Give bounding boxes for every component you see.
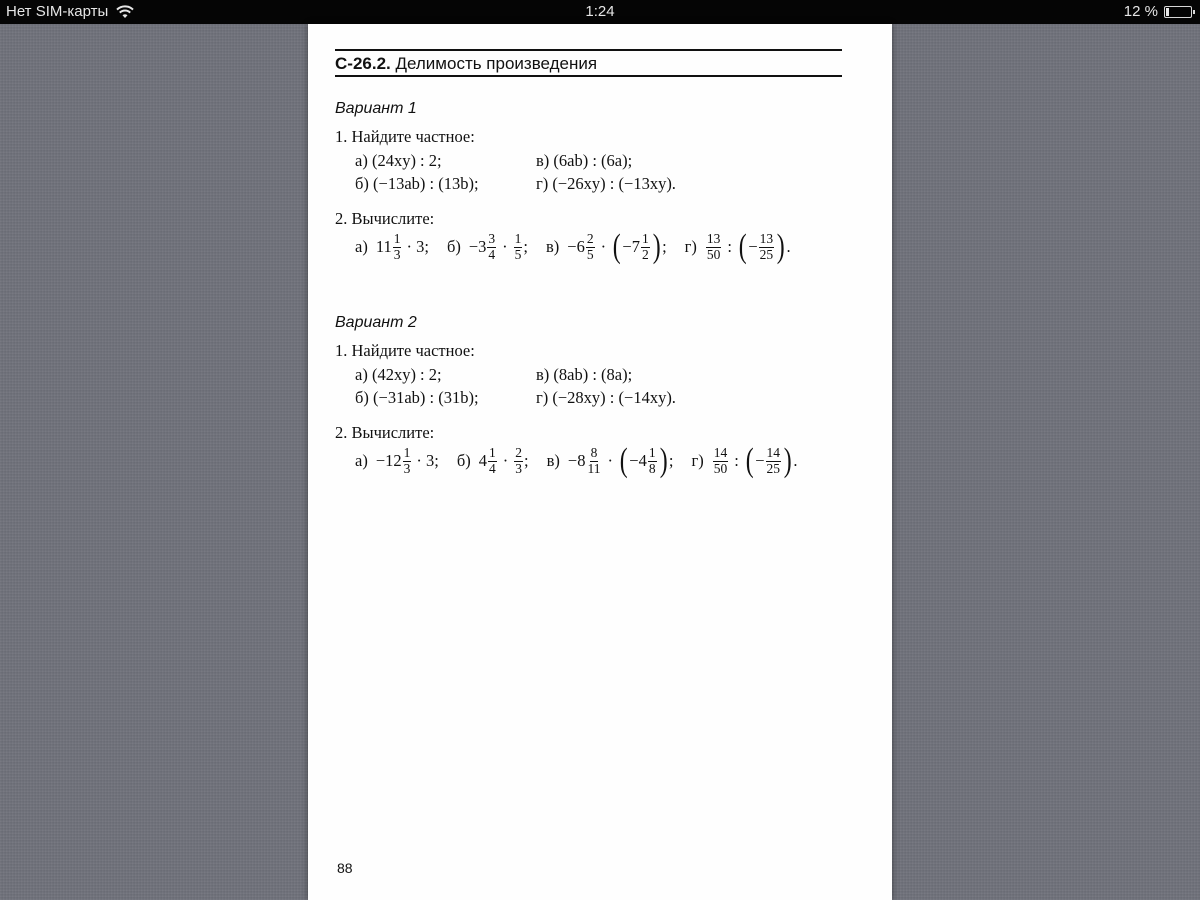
v2-ex-a-frac <box>403 446 412 475</box>
v1-ex-a-num: 1 <box>393 231 401 247</box>
v2-ex-b-frac <box>488 446 497 475</box>
variant-1-task-1-item-a: а) (24xy) : 2; <box>355 151 442 170</box>
v2-ex-b <box>457 446 529 475</box>
v1-ex-v-semicolon: ; <box>662 237 667 256</box>
v1-ex-v <box>546 230 667 264</box>
battery-status <box>1124 3 1192 20</box>
v1-ex-v-frac <box>586 232 595 261</box>
variant-1-task-1-item-g: г) (−26xy) : (−13xy). <box>536 174 676 193</box>
v1-ex-b-num2: 1 <box>514 231 522 247</box>
page-number: 88 <box>337 860 353 876</box>
v1-ex-v-inner-den: 2 <box>641 246 649 262</box>
v2-ex-a-tail: · 3; <box>416 451 439 470</box>
variant-1-task-2-row <box>355 230 809 264</box>
v2-ex-g-colon: : <box>734 451 739 470</box>
v1-ex-v-lparen: ( <box>612 228 621 265</box>
variant-2-task-2-title: 2. Вычислите: <box>335 423 435 442</box>
v1-ex-v-inner-num: 1 <box>641 231 649 247</box>
v2-ex-g-period: . <box>793 451 798 470</box>
battery-percent: 12 % <box>1123 3 1158 20</box>
header-rule-top <box>335 49 842 51</box>
v1-ex-b <box>447 232 528 261</box>
v1-ex-g-inner-num: 13 <box>759 231 774 247</box>
variant-2-task-1-item-v: в) (8ab) : (8a); <box>536 365 633 384</box>
v2-ex-v-lparen: ( <box>619 442 628 479</box>
v2-ex-v-rparen: ) <box>659 442 668 479</box>
v2-ex-b-den: 4 <box>489 460 496 476</box>
v2-ex-g <box>692 444 798 478</box>
v1-ex-g-den: 50 <box>706 246 721 262</box>
v2-ex-v-inner-frac <box>648 446 657 475</box>
variant-2-task-1-title: 1. Найдите частное: <box>335 341 475 360</box>
v2-ex-g-rparen: ) <box>783 442 792 479</box>
v1-ex-a-den: 3 <box>393 246 401 262</box>
header-rule-bottom <box>335 75 842 77</box>
clock: 1:24 <box>585 3 615 20</box>
v2-ex-v-whole: −8 <box>567 451 586 470</box>
v2-ex-g-frac <box>713 446 729 475</box>
v2-ex-v-label: в) <box>546 451 560 470</box>
v1-ex-v-num: 2 <box>586 231 594 247</box>
v2-ex-b-label: б) <box>456 451 471 470</box>
v1-ex-a-frac <box>393 232 402 261</box>
v2-ex-v <box>547 444 674 478</box>
v1-ex-v-label: в) <box>545 237 560 256</box>
v1-ex-v-rparen: ) <box>652 228 661 265</box>
v1-ex-b-whole: −3 <box>468 237 487 256</box>
variant-2-task-1-item-g: г) (−28xy) : (−14xy). <box>536 388 676 407</box>
v1-ex-g-label: г) <box>684 237 697 256</box>
v2-ex-v-inner-den: 8 <box>648 460 656 476</box>
v2-ex-b-dot: · <box>502 451 509 470</box>
v2-ex-b-num: 1 <box>489 445 496 461</box>
v2-ex-g-label: г) <box>691 451 704 470</box>
status-bar <box>0 0 1200 24</box>
variant-1-task-1-title: 1. Найдите частное: <box>335 127 475 146</box>
v2-ex-g-num: 14 <box>713 445 728 461</box>
v1-ex-b-semicolon: ; <box>523 237 528 256</box>
section-code: С-26.2. <box>335 54 391 73</box>
variant-2-task-1-item-b: б) (−31ab) : (31b); <box>355 388 479 407</box>
v2-ex-a-den: 3 <box>403 460 411 476</box>
v2-ex-g-inner-num: 14 <box>766 445 781 461</box>
v1-ex-a-tail: · 3; <box>406 237 429 256</box>
v1-ex-v-inner-whole: −7 <box>622 237 640 256</box>
v1-ex-b-label: б) <box>446 237 461 256</box>
section-title <box>335 54 597 74</box>
variant-2-title: Вариант 2 <box>335 314 417 331</box>
v2-ex-b-whole: 4 <box>478 451 487 470</box>
v1-ex-g-inner-frac <box>759 232 775 261</box>
v2-ex-b-num2: 2 <box>515 445 522 461</box>
v2-ex-g-lparen: ( <box>745 442 754 479</box>
v2-ex-v-dot: · <box>607 451 613 470</box>
v1-ex-g-rparen: ) <box>776 228 785 265</box>
v1-ex-b-den2: 5 <box>514 246 522 262</box>
v1-ex-a-whole: 11 <box>375 237 392 256</box>
v1-ex-b-num: 3 <box>488 231 496 247</box>
v2-ex-v-semicolon: ; <box>668 451 674 470</box>
book-page[interactable] <box>308 24 892 900</box>
variant-2-task-2-row <box>355 444 815 478</box>
v2-ex-g-inner-frac <box>766 446 782 475</box>
v1-ex-b-dot: · <box>502 237 508 256</box>
battery-fill <box>1166 8 1169 16</box>
variant-2-task-1-item-a: а) (42xy) : 2; <box>355 365 442 384</box>
section-name: Делимость произведения <box>395 54 598 73</box>
v2-ex-a <box>355 446 439 475</box>
v2-ex-b-frac2 <box>514 446 523 475</box>
battery-icon <box>1164 6 1192 18</box>
v2-ex-g-den: 50 <box>713 460 728 476</box>
v1-ex-v-inner-frac <box>641 232 650 261</box>
v2-ex-b-den2: 3 <box>515 460 522 476</box>
v1-ex-b-den: 4 <box>488 246 496 262</box>
v1-ex-v-whole: −6 <box>567 237 585 256</box>
v1-ex-a-label: а) <box>355 237 368 256</box>
v2-ex-a-whole: −12 <box>375 451 402 470</box>
v1-ex-g-frac <box>706 232 722 261</box>
v1-ex-g-period: . <box>786 237 791 256</box>
v2-ex-v-inner-num: 1 <box>648 445 656 461</box>
v1-ex-g-lparen: ( <box>738 228 747 265</box>
v1-ex-b-frac2 <box>514 232 523 261</box>
v1-ex-v-den: 5 <box>586 246 594 262</box>
variant-1-task-1-item-v: в) (6ab) : (6a); <box>536 151 633 170</box>
v2-ex-g-minus: − <box>755 451 765 470</box>
v2-ex-g-inner-den: 25 <box>766 460 781 476</box>
v2-ex-v-den: 11 <box>587 460 601 476</box>
v1-ex-b-frac <box>487 232 496 261</box>
v1-ex-v-dot: · <box>600 237 607 256</box>
variant-1-task-1-item-b: б) (−13ab) : (13b); <box>355 174 479 193</box>
v2-ex-a-label: а) <box>355 451 368 470</box>
v1-ex-g-num: 13 <box>706 231 721 247</box>
v1-ex-g-minus: − <box>748 237 758 256</box>
v1-ex-g-colon: : <box>727 237 733 256</box>
v1-ex-g-inner-den: 25 <box>759 246 774 262</box>
v2-ex-v-num: 8 <box>590 445 598 461</box>
v2-ex-a-num: 1 <box>403 445 411 461</box>
v1-ex-a <box>355 232 429 261</box>
v2-ex-v-inner-whole: −4 <box>629 451 647 470</box>
v1-ex-g <box>685 230 791 264</box>
carrier-label: Нет SIM-карты <box>6 3 109 20</box>
v2-ex-b-semicolon: ; <box>524 451 529 470</box>
v2-ex-v-frac <box>586 446 601 475</box>
variant-1-task-2-title: 2. Вычислите: <box>335 209 435 228</box>
variant-1-title: Вариант 1 <box>335 100 417 117</box>
